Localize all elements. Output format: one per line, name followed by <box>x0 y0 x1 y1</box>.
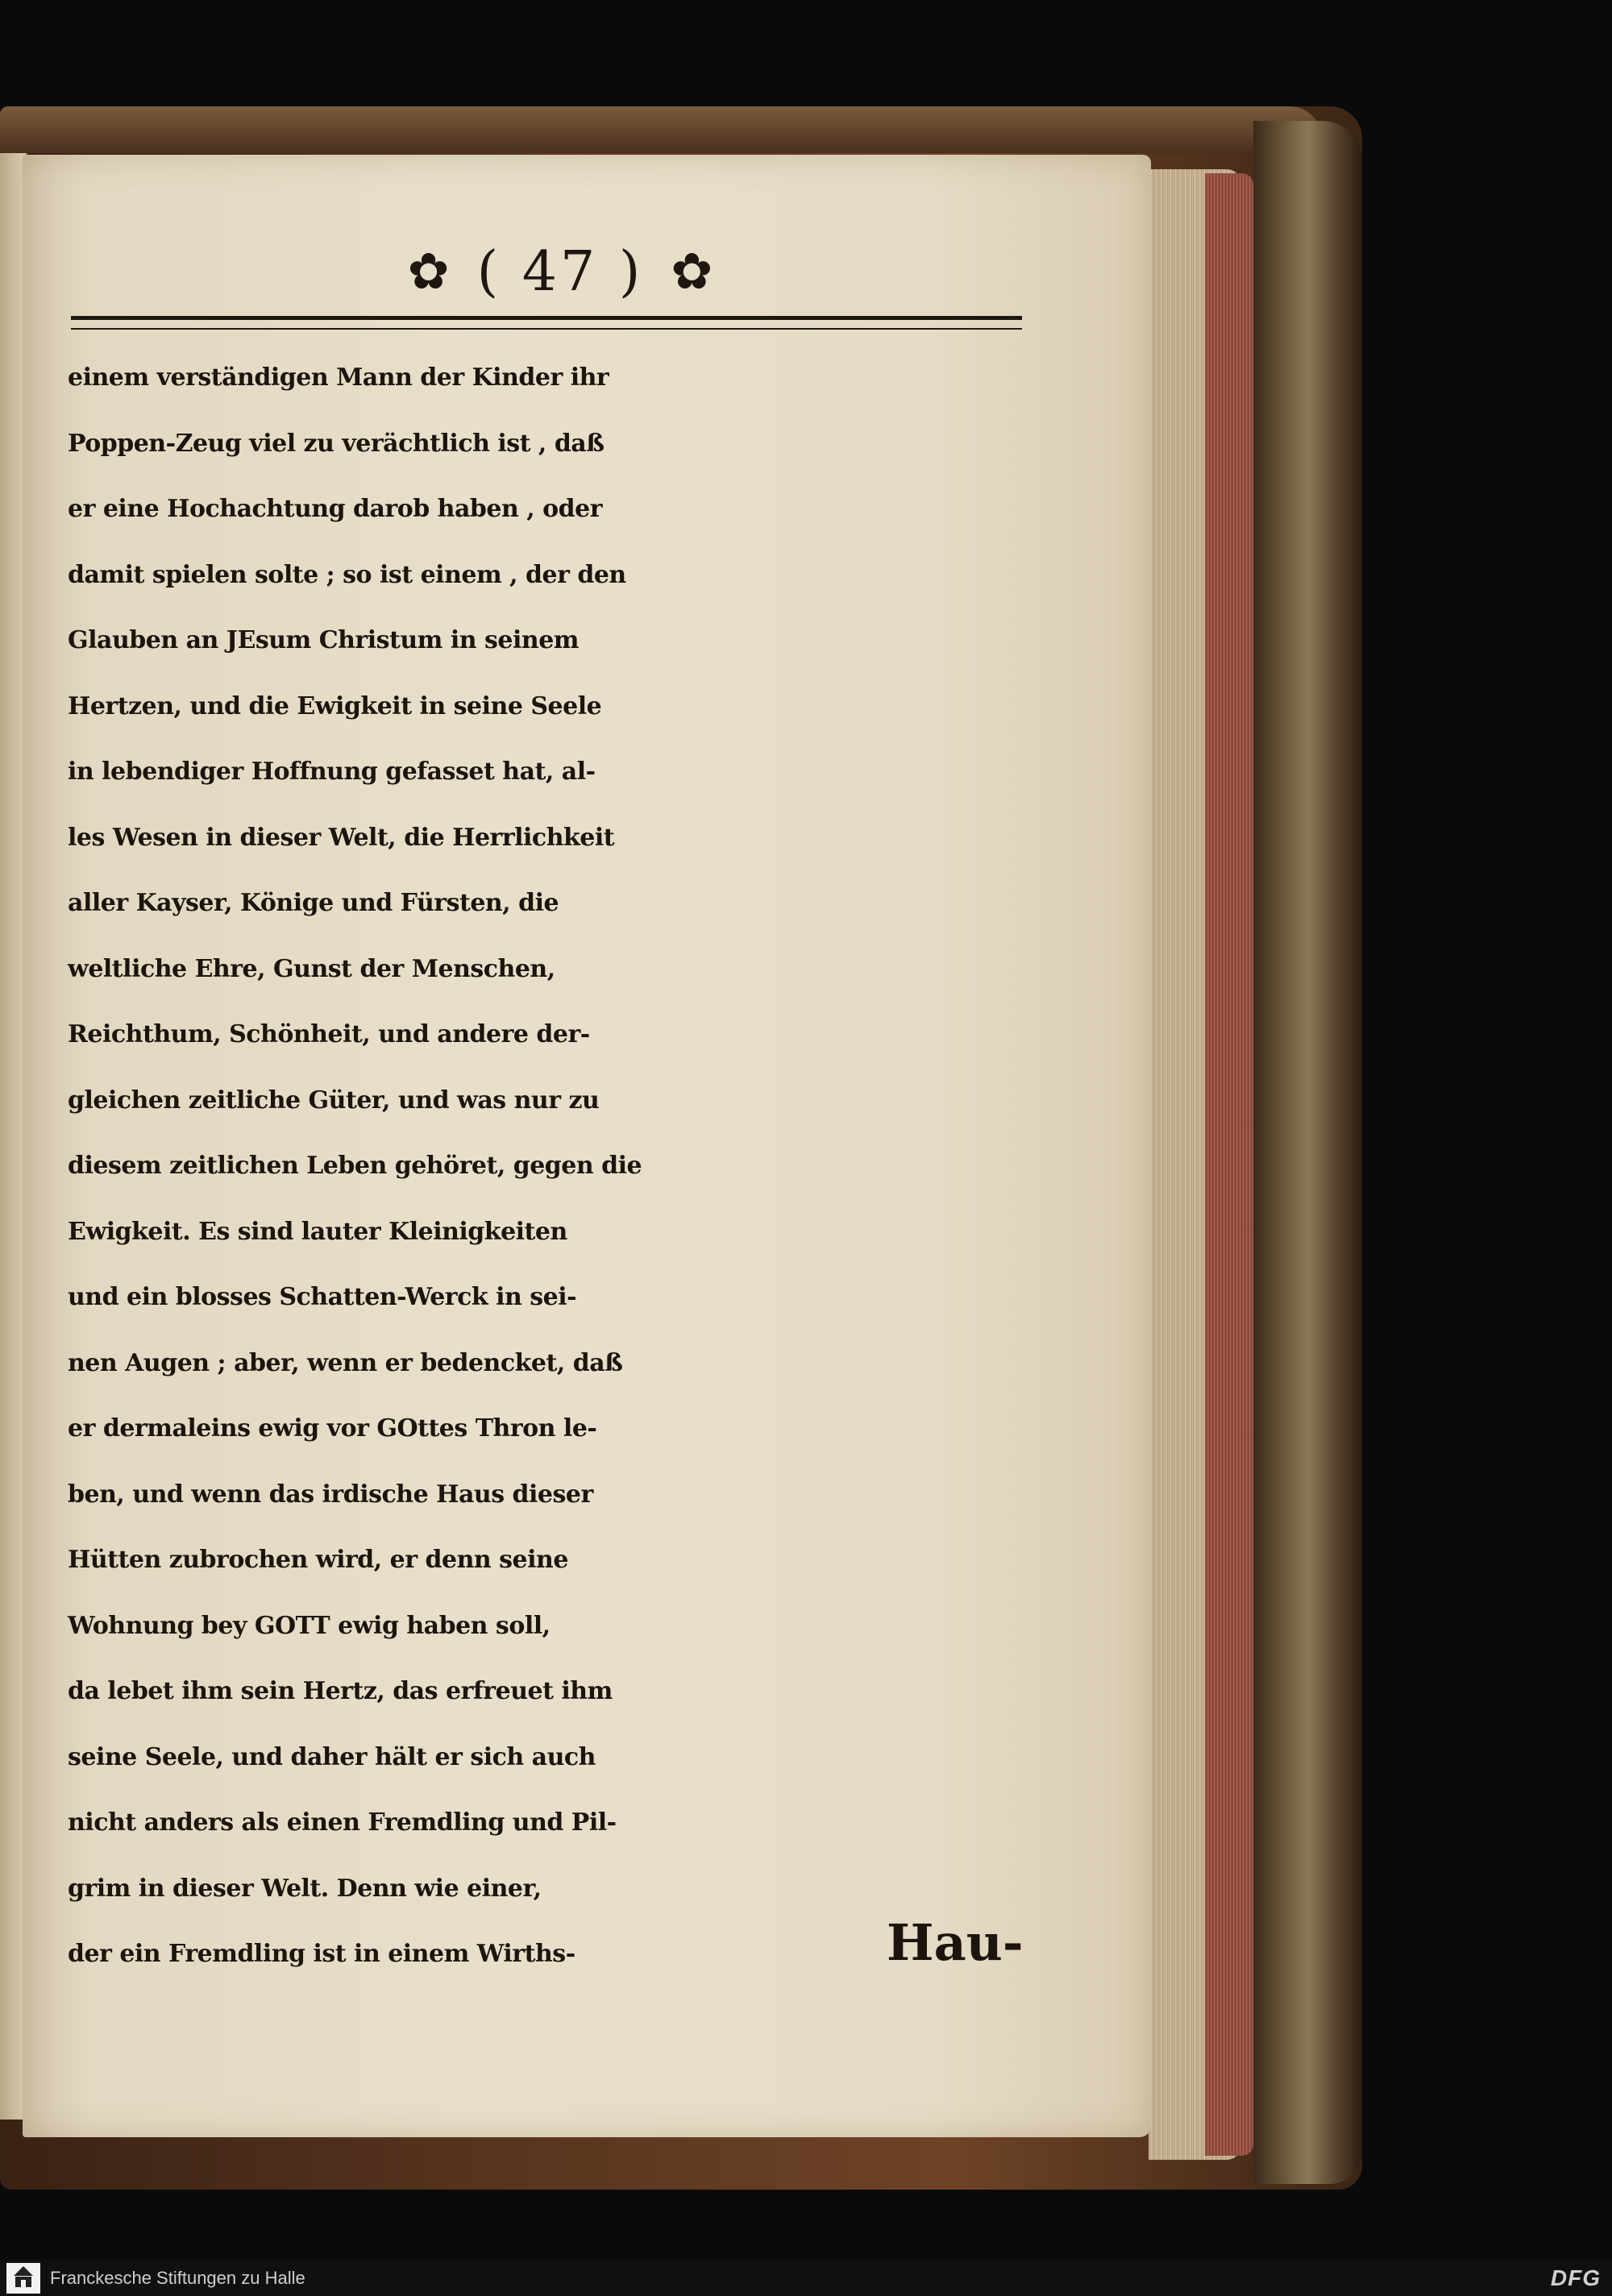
text-line: gleichen zeitliche Güter, und was nur zu <box>68 1086 600 1115</box>
text-line: ben, und wenn das irdische Haus dieser <box>68 1480 593 1509</box>
text-line: Hütten zubrochen wird, er denn seine <box>68 1546 568 1574</box>
text-line: der ein Fremdling ist in einem Wirths- <box>68 1940 575 1968</box>
text-line: in lebendiger Hoffnung gefasset hat, al- <box>68 758 596 786</box>
text-line: seine Seele, und daher hält er sich auch <box>68 1742 596 1771</box>
flower-ornament-icon: ✿ <box>671 242 713 301</box>
text-line: grim in dieser Welt. Denn wie einer, <box>68 1874 542 1903</box>
book-spine <box>1253 121 1362 2184</box>
text-line: Wohnung bey GOTT ewig haben soll, <box>68 1611 550 1640</box>
text-line: Glauben an JEsum Christum in seinem <box>68 626 580 654</box>
text-line: Poppen-Zeug viel zu verächtlich ist , daß <box>68 429 604 458</box>
institution-name: Franckesche Stiftungen zu Halle <box>50 2267 305 2288</box>
body-text <box>68 345 1035 1987</box>
institution-logo-icon <box>6 2263 40 2294</box>
flower-ornament-icon: ✿ <box>407 242 450 301</box>
text-line: weltliche Ehre, Gunst der Menschen, <box>68 954 555 983</box>
dfg-logo: DFG <box>1550 2265 1601 2290</box>
catchword: Hau- <box>887 1913 1024 1972</box>
text-line: er dermaleins ewig vor GOttes Thron le- <box>68 1414 597 1443</box>
page-header <box>371 235 750 308</box>
text-line: und ein blosses Schatten-Werck in sei- <box>68 1283 577 1311</box>
text-line: damit spielen solte ; so ist einem , der den <box>68 560 626 589</box>
text-line: les Wesen in dieser Welt, die Herrlichkeit <box>68 823 615 852</box>
text-line: Hertzen, und die Ewigkeit in seine Seele <box>68 691 602 720</box>
page-number: ( 47 ) <box>476 239 644 304</box>
footer-institution <box>6 2263 305 2294</box>
header-rule <box>71 316 1022 330</box>
text-line: er eine Hochachtung darob haben , oder <box>68 495 603 523</box>
text-line: da lebet ihm sein Hertz, das erfreuet ihm <box>68 1677 613 1705</box>
red-page-edge <box>1205 173 1253 2156</box>
cover-top-edge <box>0 106 1322 153</box>
text-line: nicht anders als einen Fremdling und Pil- <box>68 1808 617 1837</box>
text-line: nen Augen ; aber, wenn er bedencket, daß <box>68 1348 623 1377</box>
footer-bar <box>0 2260 1612 2296</box>
text-line: Ewigkeit. Es sind lauter Kleinigkeiten <box>68 1217 567 1246</box>
text-line: aller Kayser, Könige und Fürsten, die <box>68 889 559 917</box>
text-line: Reichthum, Schönheit, und andere der- <box>68 1020 590 1048</box>
text-line: einem verständigen Mann der Kinder ihr <box>68 363 609 392</box>
text-line: diesem zeitlichen Leben gehöret, gegen die <box>68 1152 642 1180</box>
